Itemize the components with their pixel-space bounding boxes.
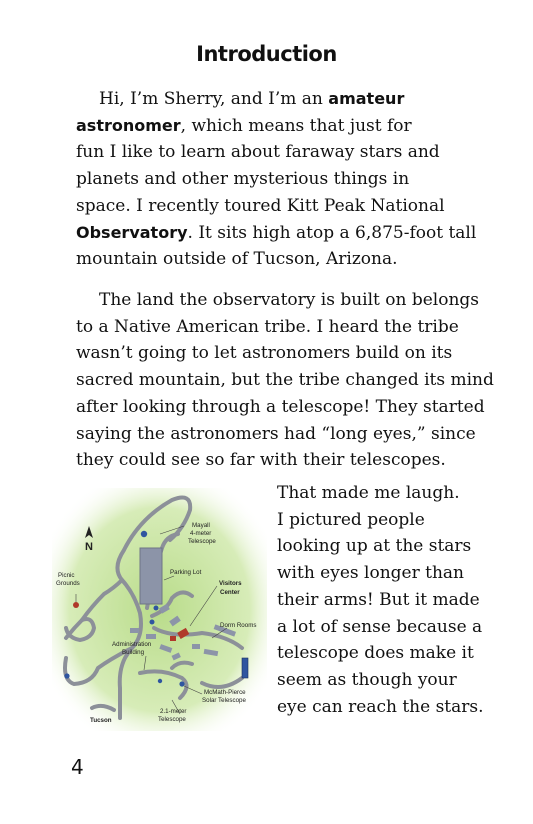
label-mayall-3: Telescope	[188, 538, 216, 545]
label-admin-2: Building	[122, 649, 145, 656]
label-picnic-1: Picnic	[58, 572, 75, 579]
text-line: saying the astronomers had “long eyes,” since	[76, 423, 476, 444]
label-2m-1: 2.1-meter	[160, 708, 187, 715]
text-line: planets and other mysterious things in	[76, 169, 410, 190]
text-line: eye can reach the stars.	[277, 696, 484, 717]
text-line: their arms! But it made	[277, 589, 480, 610]
admin-marker	[170, 636, 176, 641]
text-line: to a Native American tribe. I heard the tribe	[76, 316, 459, 337]
text-line: they could see so far with their telescopes.	[76, 450, 446, 471]
text-line	[76, 220, 496, 247]
kitt-peak-map	[52, 488, 267, 731]
picnic-marker	[73, 602, 79, 608]
section-heading: Introduction	[196, 42, 337, 66]
bold-term-astronomer: astronomer	[76, 115, 181, 135]
text-line: fun I like to learn about faraway stars and	[76, 142, 440, 163]
label-mayall-2: 4-meter	[190, 530, 212, 537]
intro-paragraph	[76, 86, 496, 273]
text-line: The land the observatory is built on belongs	[99, 290, 480, 310]
label-visitors-2: Center	[220, 589, 240, 596]
label-picnic-2: Grounds	[56, 580, 80, 587]
label-visitors-1: Visitors	[219, 580, 242, 587]
text-line: mountain outside of Tucson, Arizona.	[76, 249, 398, 270]
text-line: space. I recently toured Kitt Peak National	[76, 195, 445, 216]
svg-text:N: N	[85, 541, 93, 553]
text-span: . It sits high atop a 6,875-foot tall	[187, 222, 477, 243]
label-tucson: Tucson	[90, 717, 112, 724]
text-line: with eyes longer than	[277, 563, 464, 584]
text-line: telescope does make it	[277, 643, 474, 664]
page-number: 4	[71, 755, 84, 779]
text-line	[76, 86, 496, 113]
label-2m-2: Telescope	[158, 716, 186, 723]
label-mcmath-1: McMath-Pierce	[204, 689, 246, 696]
label-mayall-1: Mayall	[192, 522, 210, 529]
mcmath-pierce-telescope-icon	[242, 658, 248, 678]
bold-term-amateur: amateur	[328, 89, 405, 108]
land-paragraph	[76, 287, 496, 474]
text-line	[76, 113, 496, 140]
text-line: That made me laugh.	[277, 483, 460, 503]
text-line: after looking through a telescope! They started	[76, 396, 485, 417]
parking-lot	[140, 548, 162, 604]
bold-term-observatory: Observatory	[76, 222, 188, 242]
label-dorm: Dorm Rooms	[220, 622, 257, 629]
laugh-paragraph	[277, 480, 507, 720]
label-parking: Parking Lot	[170, 569, 202, 576]
text-line: looking up at the stars	[277, 536, 472, 557]
text-line: I pictured people	[277, 509, 425, 530]
text-line: sacred mountain, but the tribe changed its mind	[76, 370, 494, 391]
text-line: wasn’t going to let astronomers build on its	[76, 343, 453, 364]
text-span: , which means that just for	[180, 115, 412, 136]
label-mcmath-2: Solar Telescope	[202, 697, 246, 704]
text-line: a lot of sense because a	[277, 616, 483, 637]
label-admin-1: Administration	[112, 641, 152, 648]
text-span: Hi, I’m Sherry, and I’m an	[99, 89, 329, 109]
text-line: seem as though your	[277, 669, 457, 690]
